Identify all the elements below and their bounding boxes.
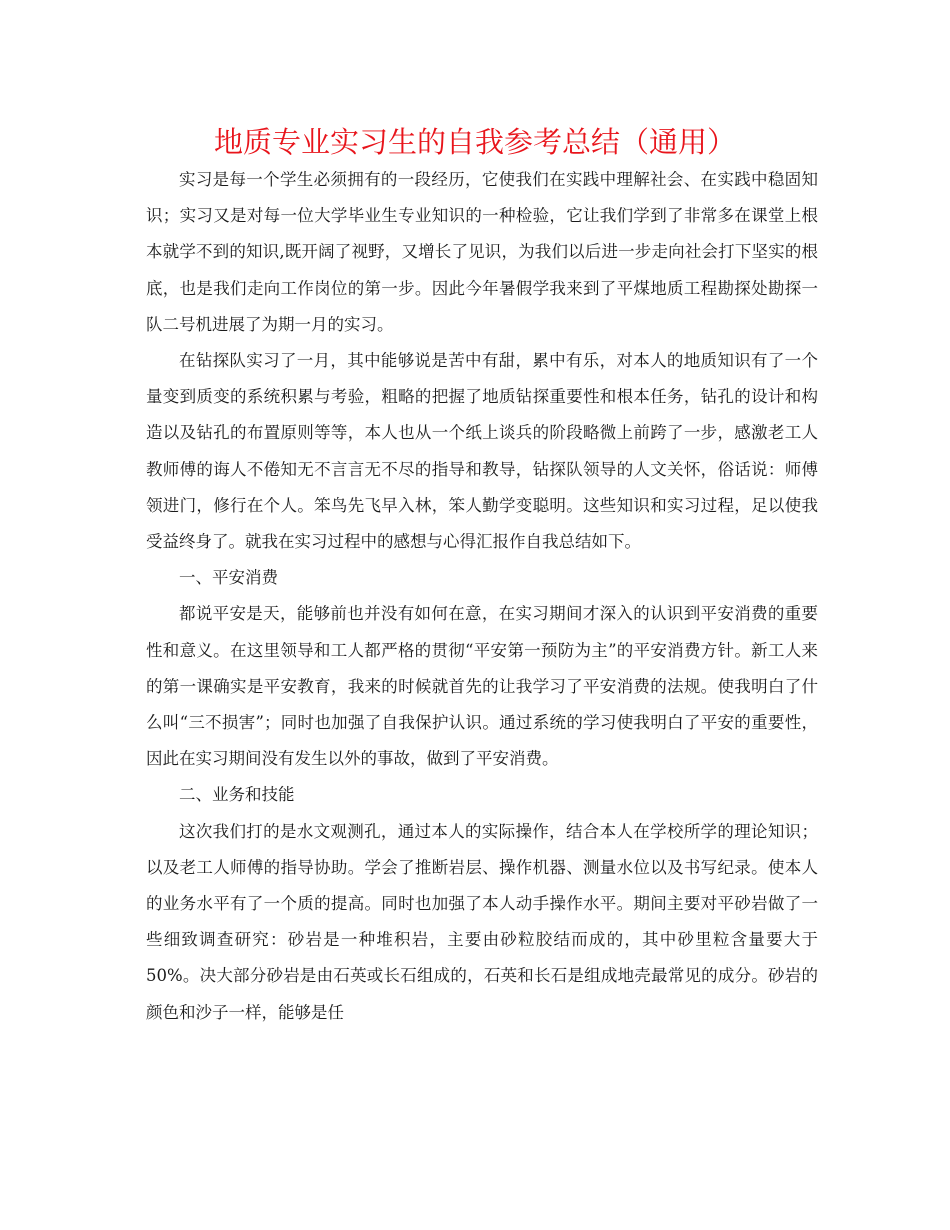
section-heading-safety: 一、平安消费: [179, 568, 278, 588]
paragraph-skills: 这次我们打的是水文观测孔，通过本人的实际操作，结合本人在学校所学的理论知识；以及老工人师傅的指导协助。学会了推断岩层、操作机器、测量水位以及书写纪录。使本人的业务水平有了一个质的提高。同时也加强了本人动手操作水平。期间主要对平砂岩做了一些细致调查研究：砂岩是一种堆积岩，主要由砂粒胶结而成的，其中砂里粒含量要大于50%。决大部分砂岩是由石英或长石组成的，石英和长石是组成地壳最常见的成分。砂岩的颜色和沙子一样，能够是任: [146, 821, 818, 1022]
paragraph-safety: 都说平安是天，能够前也并没有如何在意，在实习期间才深入的认识到平安消费的重要性和意义。在这里领导和工人都严格的贯彻“平安第一预防为主”的平安消费方针。新工人来的第一课确实是平安教育，我来的时候就首先的让我学习了平安消费的法规。使我明白了什么叫“三不损害”；同时也加强了自我保护认识。通过系统的学习使我明白了平安的重要性，因此在实习期间没有发生以外的事故，做到了平安消费。: [146, 604, 818, 769]
document-body: [146, 162, 818, 1031]
section-heading-skills: 二、业务和技能: [179, 785, 295, 805]
document-title: 地质专业实习生的自我参考总结（通用）: [213, 125, 736, 159]
paragraph-drilling-team: 在钻探队实习了一月，其中能够说是苦中有甜，累中有乐，对本人的地质知识有了一个量变到质变的系统积累与考验，粗略的把握了地质钻探重要性和根本任务，钻孔的设计和构造以及钻孔的布置原则等等，本人也从一个纸上谈兵的阶段略微上前跨了一步，感激老工人教师傅的诲人不倦知无不言言无不尽的指导和教导，钻探队领导的人文关怀，俗话说：师傅领进门，修行在个人。笨鸟先飞早入林，笨人勤学变聪明。这些知识和实习过程，足以使我受益终身了。就我在实习过程中的感想与心得汇报作自我总结如下。: [146, 351, 818, 552]
paragraph-intro: 实习是每一个学生必须拥有的一段经历，它使我们在实践中理解社会、在实践中稳固知识；实习又是对每一位大学毕业生专业知识的一种检验，它让我们学到了非常多在课堂上根本就学不到的知识,既开阔了视野，又增长了见识，为我们以后进一步走向社会打下坚实的根底，也是我们走向工作岗位的第一步。因此今年暑假学我来到了平煤地质工程勘探处勘探一队二号机进展了为期一月的实习。: [146, 170, 818, 334]
